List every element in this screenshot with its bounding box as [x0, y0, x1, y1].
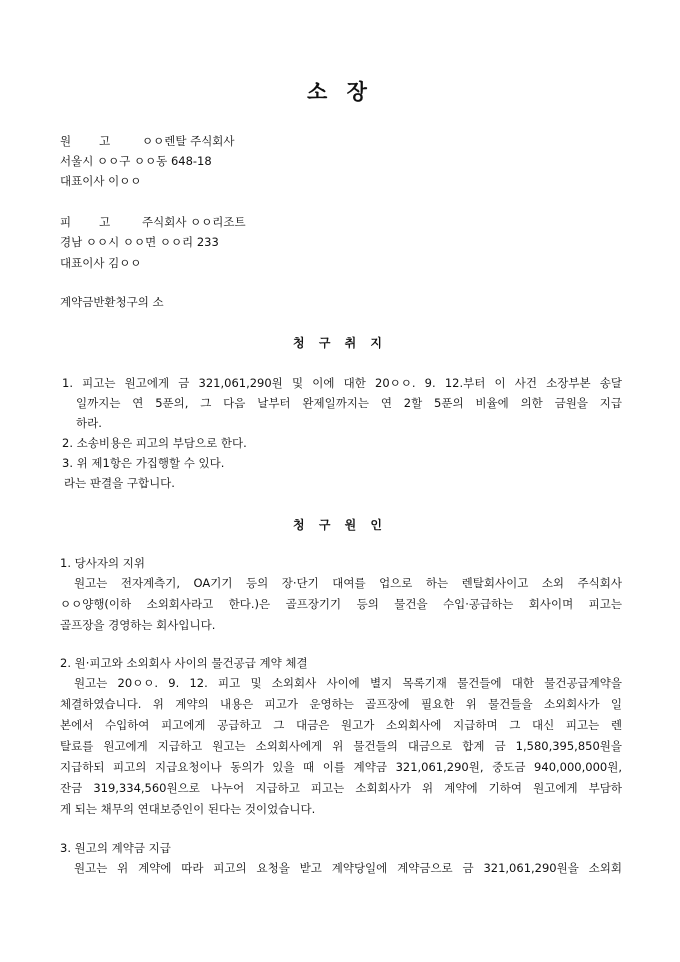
- section-2-line-6: 잔금 319,334,560원으로 나누어 지급하고 피고는 소회회사가 위 계약에 기하여 원고에게 부담하: [60, 781, 622, 795]
- section-3-heading: 3. 원고의 계약금 지급: [60, 841, 171, 855]
- section-3-line-1: 원고는 위 계약에 따라 피고의 요청을 받고 계약당일에 계약금으로 금 321,061,290원을 소외회: [74, 861, 622, 875]
- claim-purpose-heading: 청 구 취 지: [293, 336, 387, 350]
- claim-item-1-line-3: 하라.: [76, 416, 102, 430]
- section-1-heading: 1. 당사자의 지위: [60, 556, 145, 570]
- claim-closing: 라는 판결을 구합니다.: [64, 476, 175, 490]
- plaintiff-name: ㅇㅇ렌탈 주식회사: [142, 134, 235, 148]
- plaintiff-role: 원고: [60, 134, 139, 148]
- section-2-line-5: 지급하되 피고의 지급요청이나 동의가 있을 때 이를 계약금 321,061,290원, 중도금 940,000,000원,: [60, 760, 622, 774]
- defendant-line: [60, 214, 246, 230]
- claim-item-2: 2. 소송비용은 피고의 부담으로 한다.: [62, 436, 247, 450]
- document-title: 소 장: [307, 79, 373, 104]
- case-name: 계약금반환청구의 소: [60, 295, 164, 309]
- section-2-line-3: 본에서 수입하여 피고에게 공급하고 그 대금은 원고가 소외회사에 지급하며 그 대신 피고는 렌: [60, 718, 622, 732]
- plaintiff-representative: 대표이사 이ㅇㅇ: [60, 174, 142, 188]
- plaintiff-line: [60, 133, 235, 149]
- defendant-address: 경남 ㅇㅇ시 ㅇㅇ면 ㅇㅇ리 233: [60, 235, 219, 249]
- plaintiff-address: 서울시 ㅇㅇ구 ㅇㅇ동 648-18: [60, 154, 212, 168]
- claim-cause-heading: 청 구 원 인: [293, 518, 387, 532]
- section-1-line-1: 원고는 전자계측기, OA기기 등의 장·단기 대여를 업으로 하는 렌탈회사이고 소외 주식회사: [74, 576, 622, 590]
- claim-item-1-line-1: 1. 피고는 원고에게 금 321,061,290원 및 이에 대한 20ㅇㅇ. 9. 12.부터 이 사건 소장부본 송달: [62, 376, 622, 390]
- section-2-heading: 2. 원·피고와 소외회사 사이의 물건공급 계약 체결: [60, 656, 308, 670]
- section-2-line-1: 원고는 20ㅇㅇ. 9. 12. 피고 및 소외회사 사이에 별지 목록기재 물건들에 대한 물건공급계약을: [74, 676, 622, 690]
- section-2-line-4: 탈료를 원고에게 지급하고 원고는 소외회사에게 위 물건들의 대금으로 합계 금 1,580,395,850원을: [60, 739, 622, 753]
- claim-item-3: 3. 위 제1항은 가집행할 수 있다.: [62, 456, 225, 470]
- claim-item-1-line-2: 일까지는 연 5푼의, 그 다음 날부터 완제일까지는 연 2할 5푼의 비율에 의한 금원을 지급: [76, 396, 622, 410]
- defendant-representative: 대표이사 김ㅇㅇ: [60, 256, 142, 270]
- defendant-name: 주식회사 ㅇㅇ리조트: [142, 215, 246, 229]
- section-1-line-2: ㅇㅇ양행(이하 소외회사라고 한다.)은 골프장기기 등의 물건을 수입·공급하는 회사이며 피고는: [60, 597, 622, 611]
- section-1-line-3: 골프장을 경영하는 회사입니다.: [60, 618, 216, 632]
- defendant-role: 피고: [60, 215, 139, 229]
- section-2-line-7: 게 되는 채무의 연대보증인이 된다는 것이었습니다.: [60, 802, 316, 816]
- section-2-line-2: 체결하였습니다. 위 계약의 내용은 피고가 운영하는 골프장에 필요한 위 물건들을 소외회사가 일: [60, 697, 622, 711]
